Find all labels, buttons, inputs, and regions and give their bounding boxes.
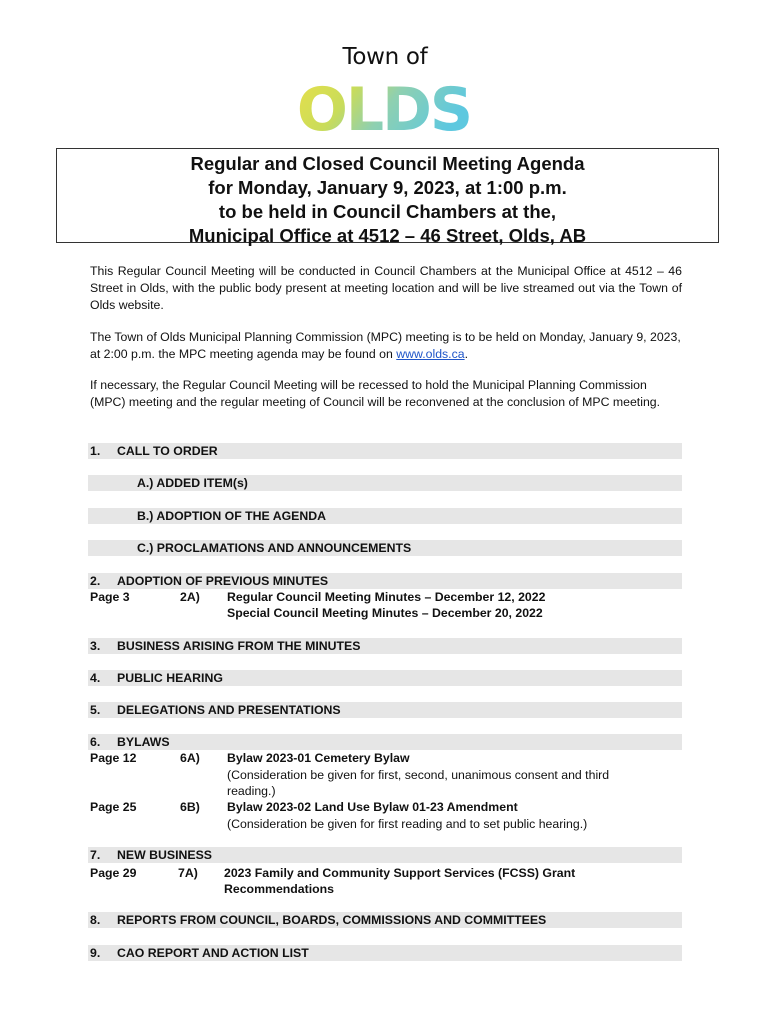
section-number: 4.: [90, 671, 101, 685]
subitem-label: B.) ADOPTION OF THE AGENDA: [137, 509, 327, 523]
item-code: 6A): [180, 751, 200, 765]
section-number: 5.: [90, 703, 101, 717]
olds-logo-icon: [296, 80, 472, 134]
item-code: 2A): [180, 590, 200, 604]
section-heading: BYLAWS: [117, 735, 170, 749]
section-heading: REPORTS FROM COUNCIL, BOARDS, COMMISSIONS AND COMMITTEES: [117, 913, 547, 927]
section-bar: [88, 734, 682, 750]
section-number: 2.: [90, 574, 101, 588]
town-logo: [0, 0, 770, 140]
section-number: 9.: [90, 946, 101, 960]
subitem-label: A.) ADDED ITEM(s): [137, 476, 248, 490]
section-number: 1.: [90, 444, 101, 458]
item-code: 6B): [180, 800, 200, 814]
section-heading: CALL TO ORDER: [117, 444, 218, 458]
title-line-1: Regular and Closed Council Meeting Agenda: [190, 153, 585, 174]
title-line-3: to be held in Council Chambers at the,: [218, 201, 557, 222]
section-number: 7.: [90, 848, 101, 862]
section-heading: CAO REPORT AND ACTION LIST: [117, 946, 309, 960]
section-heading: BUSINESS ARISING FROM THE MINUTES: [117, 639, 361, 653]
section-number: 3.: [90, 639, 101, 653]
page-reference: Page 12: [90, 751, 137, 765]
item-title: Regular Council Meeting Minutes – December 12, 2022: [227, 590, 546, 604]
item-title: Special Council Meeting Minutes – December 20, 2022: [227, 606, 543, 620]
section-number: 6.: [90, 735, 101, 749]
page-reference: Page 29: [90, 866, 137, 880]
item-note: reading.): [227, 784, 276, 798]
item-title: Bylaw 2023-01 Cemetery Bylaw: [227, 751, 410, 765]
title-line-4: Municipal Office at 4512 – 46 Street, Olds, AB: [188, 225, 587, 246]
intro-paragraph-1: This Regular Council Meeting will be conducted in Council Chambers at the Municipal Office at 4512 – 46 Street in Olds, with the public body present at meeting location and will be live streamed out via the Town of Olds website.: [90, 264, 682, 312]
subitem-label: C.) PROCLAMATIONS AND ANNOUNCEMENTS: [137, 541, 412, 555]
section-number: 8.: [90, 913, 101, 927]
section-heading: ADOPTION OF PREVIOUS MINUTES: [117, 574, 329, 588]
page-reference: Page 25: [90, 800, 137, 814]
item-note: (Consideration be given for first, second, unanimous consent and third: [227, 768, 610, 782]
olds-website-link[interactable]: www.olds.ca: [396, 347, 465, 361]
title-line-2: for Monday, January 9, 2023, at 1:00 p.m.: [208, 177, 567, 198]
logo-town-of: Town of: [342, 44, 428, 70]
page-reference: Page 3: [90, 590, 130, 604]
item-note: (Consideration be given for first reading and to set public hearing.): [227, 817, 588, 831]
intro-paragraph-3: If necessary, the Regular Council Meeting will be recessed to hold the Municipal Planning Commission (MPC) meeting and the regular meeting of Council will be reconvened at the conclusion of MPC meeting.: [90, 378, 661, 409]
agenda-title-box: [56, 148, 719, 246]
intro-paragraph-2: [90, 329, 682, 363]
intro-paragraph-2-text: The Town of Olds Municipal Planning Commission (MPC) meeting is to be held on Monday, January 9, 2023, at 2:00 p.m. the MPC meeting agenda may be found on: [90, 330, 681, 361]
item-title: Recommendations: [224, 882, 335, 896]
intro-paragraph-2-end: .: [464, 347, 469, 361]
item-title: 2023 Family and Community Support Services (FCSS) Grant: [224, 866, 576, 880]
svg-text:OLDS: OLDS: [296, 80, 472, 134]
section-heading: NEW BUSINESS: [117, 848, 212, 862]
section-heading: DELEGATIONS AND PRESENTATIONS: [117, 703, 341, 717]
item-code: 7A): [178, 866, 198, 880]
item-title: Bylaw 2023-02 Land Use Bylaw 01-23 Amendment: [227, 800, 518, 814]
section-heading: PUBLIC HEARING: [117, 671, 223, 685]
